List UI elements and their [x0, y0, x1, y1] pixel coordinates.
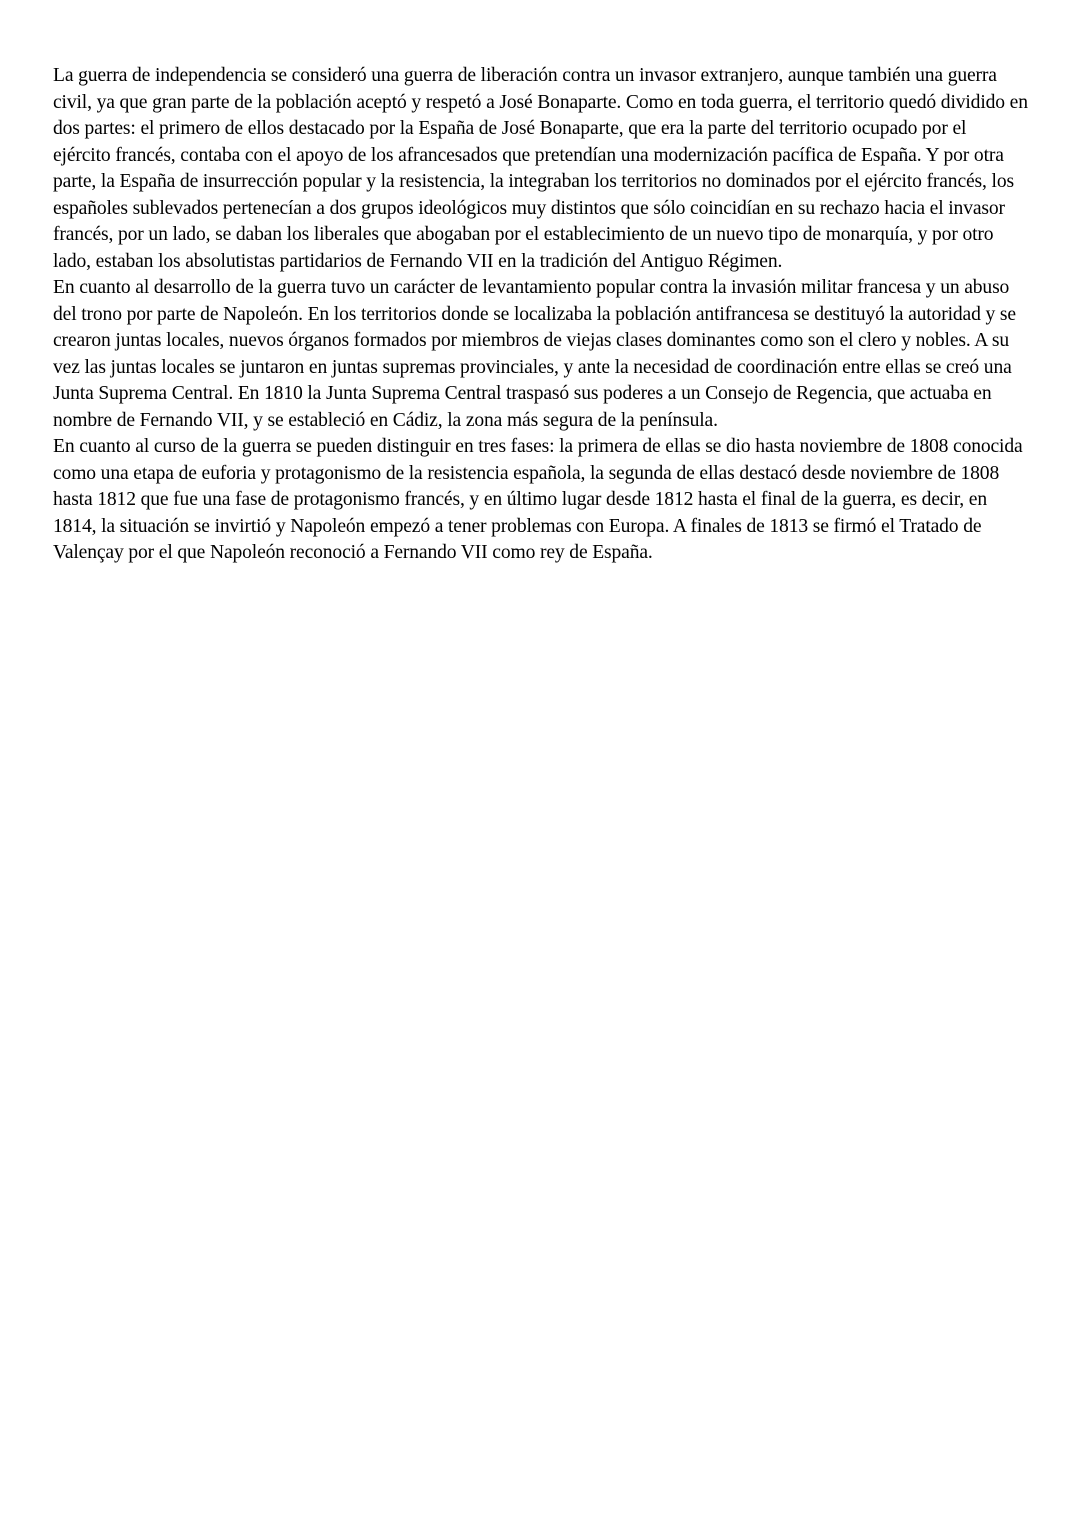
document-page — [53, 63, 1028, 567]
paragraph-curso-guerra: En cuanto al curso de la guerra se pueden distinguir en tres fases: la primera de ellas se dio hasta noviembre de 1808 conocida como una etapa de euforia y protagonismo de la resistencia española, la segunda de ellas destacó desde noviembre de 1808 hasta 1812 que fue una fase de protagonismo francés, y en último lugar desde 1812 hasta el final de la guerra, es decir, en 1814, la situación se invirtió y Napoleón empezó a tener problemas con Europa. A finales de 1813 se firmó el Tratado de Valençay por el que Napoleón reconoció a Fernando VII como rey de España. — [53, 436, 1023, 563]
paragraph-desarrollo-guerra: En cuanto al desarrollo de la guerra tuvo un carácter de levantamiento popular contra la invasión militar francesa y un abuso del trono por parte de Napoleón. En los territorios donde se localizaba la población antifrancesa se destituyó la autoridad y se crearon juntas locales, nuevos órganos formados por miembros de viejas clases dominantes como son el clero y nobles. A su vez las juntas locales se juntaron en juntas supremas provinciales, y ante la necesidad de coordinación entre ellas se creó una Junta Suprema Central. En 1810 la Junta Suprema Central traspasó sus poderes a un Consejo de Regencia, que actuaba en nombre de Fernando VII, y se estableció en Cádiz, la zona más segura de la península. — [53, 277, 1016, 431]
paragraph-guerra-liberacion: La guerra de independencia se consideró una guerra de liberación contra un invasor extranjero, aunque también una guerra civil, ya que gran parte de la población aceptó y respetó a José Bonaparte. Como en toda guerra, el territorio quedó dividido en dos partes: el primero de ellos destacado por la España de José Bonaparte, que era la parte del territorio ocupado por el ejército francés, contaba con el apoyo de los afrancesados que pretendían una modernización pacífica de España. Y por otra parte, la España de insurrección popular y la resistencia, la integraban los territorios no dominados por el ejército francés, los españoles sublevados pertenecían a dos grupos ideológicos muy distintos que sólo coincidían en su rechazo hacia el invasor francés, por un lado, se daban los liberales que abogaban por el establecimiento de un nuevo tipo de monarquía, y por otro lado, estaban los absolutistas partidarios de Fernando VII en la tradición del Antiguo Régimen. — [53, 65, 1028, 272]
